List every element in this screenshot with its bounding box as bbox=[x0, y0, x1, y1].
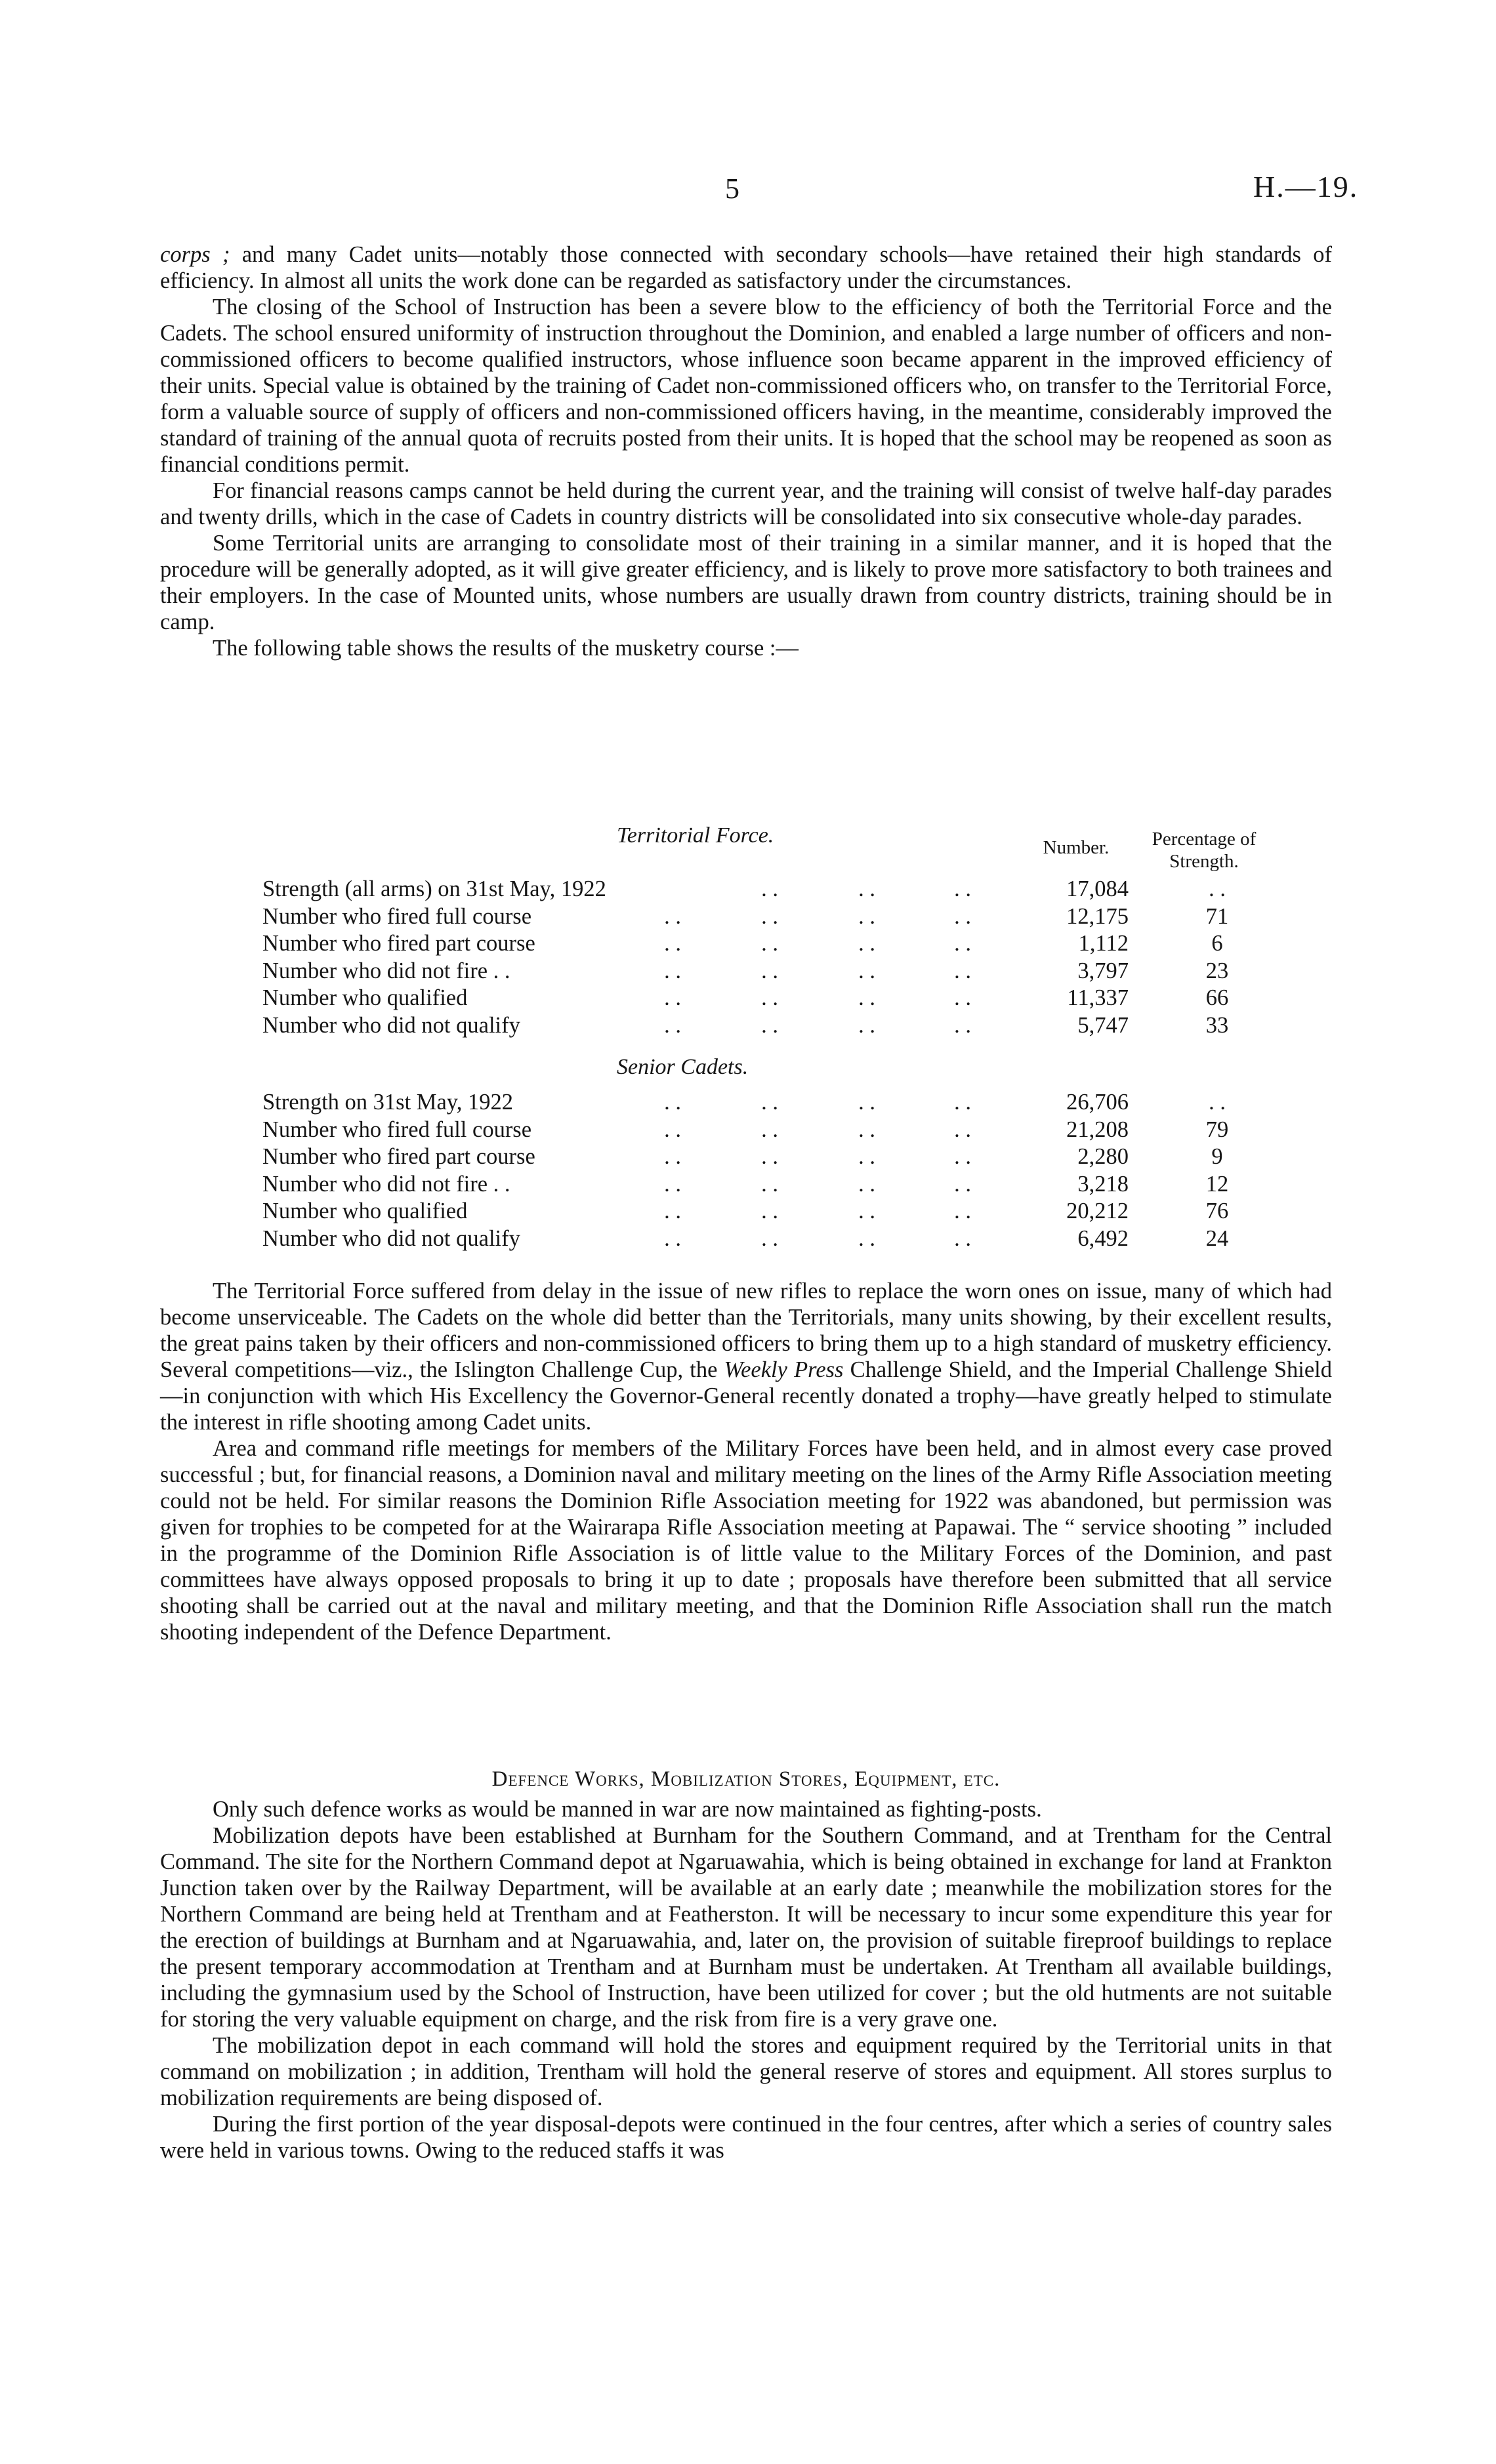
row-percentage: 79 bbox=[1205, 1117, 1229, 1142]
table-row: Number who did not fire . . . . . . . . . . 3,218 12 bbox=[262, 1171, 1312, 1198]
page-number: 5 bbox=[725, 173, 740, 205]
intro-paragraph-2: The closing of the School of Instruction has been a severe blow to the efficiency of both the Territorial Force and the Cadets. The school ensured uniformity of instruction throughout the Dominion, and enabled a large number of officers and non-commissioned officers to become qualified instructors, whose influence soon became apparent in the improved efficiency of their units. Special value is obtained by the training of Cadet non-commissioned officers who, on transfer to the Territorial Force, form a valuable source of supply of officers and non-commissioned officers having, in the meantime, considerably improved the standard of training of the annual quota of recruits posted from their units. It is hoped that the school may be reopened as soon as financial conditions permit. bbox=[160, 295, 1332, 477]
row-number: 2,280 bbox=[1077, 1144, 1129, 1169]
document-reference: H.—19. bbox=[1253, 170, 1359, 203]
table-row: Number who fired full course . . . . . . . . 21,208 79 bbox=[262, 1117, 1312, 1143]
row-label: Number who did not qualify bbox=[262, 1225, 520, 1251]
table-section-heading: Senior Cadets. bbox=[617, 1055, 749, 1079]
row-number: 1,112 bbox=[1078, 931, 1129, 956]
weekly-press-italic: Weekly Press bbox=[724, 1357, 844, 1382]
row-percentage: . . bbox=[1209, 876, 1226, 901]
row-percentage: 12 bbox=[1205, 1171, 1229, 1197]
row-number: 11,337 bbox=[1067, 985, 1129, 1010]
row-number: 3,218 bbox=[1077, 1171, 1129, 1197]
row-number: 17,084 bbox=[1066, 876, 1129, 901]
table-row: Number who did not qualify . . . . . . . . 6,492 24 bbox=[262, 1225, 1312, 1252]
intro-paragraph-5: The following table shows the results of the musketry course :— bbox=[213, 636, 799, 661]
table-row: Number who qualified . . . . . . . . 20,212 76 bbox=[262, 1198, 1312, 1225]
row-number: 12,175 bbox=[1066, 903, 1129, 929]
table-row: Strength (all arms) on 31st May, 1922 . . . . . . 17,084 . . bbox=[262, 876, 1312, 903]
row-percentage: 9 bbox=[1211, 1144, 1223, 1169]
row-percentage: 66 bbox=[1205, 985, 1229, 1010]
row-number: 3,797 bbox=[1077, 958, 1129, 983]
defence-paragraph-3: The mobilization depot in each command will hold the stores and equipment required by the Territorial units in that command on mobilization ; in addition, Trentham will hold the general reserve of stores and equipment. All stores surplus to mobilization requirements are being disposed of. bbox=[160, 2033, 1332, 2110]
intro-paragraph-3: For financial reasons camps cannot be held during the current year, and the training will consist of twelve half-day parades and twenty drills, which in the case of Cadets in country districts will be consolidated into six consecutive whole-day parades. bbox=[160, 478, 1332, 529]
row-percentage: 24 bbox=[1205, 1225, 1229, 1251]
column-header-percentage-line2: Strength. bbox=[1169, 851, 1239, 872]
defence-paragraph-1: Only such defence works as would be manned in war are now maintained as fighting-posts. bbox=[213, 1797, 1042, 1822]
table-row: Strength on 31st May, 1922 . . . . . . . . 26,706 . . bbox=[262, 1089, 1312, 1116]
row-percentage: 23 bbox=[1205, 958, 1229, 983]
table-row: Number who fired full course . . . . . . . . 12,175 71 bbox=[262, 903, 1312, 930]
row-label: Strength (all arms) on 31st May, 1922 bbox=[262, 876, 606, 901]
table-row: Number who fired part course . . . . . . . . 1,112 6 bbox=[262, 930, 1312, 957]
row-label: Number who qualified bbox=[262, 985, 468, 1010]
musketry-section bbox=[160, 1278, 1332, 1645]
table-section-heading: Territorial Force. bbox=[617, 823, 774, 848]
row-percentage: 76 bbox=[1205, 1199, 1229, 1223]
row-label: Number who did not qualify bbox=[262, 1012, 520, 1038]
table-row: Number who did not qualify . . . . . . . . 5,747 33 bbox=[262, 1012, 1312, 1039]
row-label: Number who did not fire . . bbox=[262, 1171, 510, 1197]
section-heading-defence-works: Defence Works, Mobilization Stores, Equipment, etc. bbox=[491, 1767, 1001, 1791]
row-label: Number who fired full course bbox=[262, 903, 532, 929]
row-number: 5,747 bbox=[1077, 1012, 1129, 1038]
row-label: Number who qualified bbox=[262, 1199, 468, 1223]
row-label: Strength on 31st May, 1922 bbox=[262, 1090, 514, 1115]
row-label: Number who fired part course bbox=[262, 1144, 535, 1169]
intro-paragraph-4: Some Territorial units are arranging to consolidate most of their training in a similar manner, and it is hoped that the procedure will be generally adopted, as it will give greater efficiency, and is likely to prove more satisfactory to both trainees and their employers. In the case of Mounted units, whose numbers are usually drawn from country districts, training should be in camp. bbox=[160, 531, 1332, 634]
defence-paragraph-2: Mobilization depots have been established at Burnham for the Southern Command, and at Trentham for the Central Command. The site for the Northern Command depot at Ngaruawahia, which is being obtained in exchange for land at Frankton Junction taken over by the Railway Department, will be available at an early date ; meanwhile the mobilization stores for the Northern Command are being held at Trentham and at Featherston. It will be necessary to incur some expenditure this year for the erection of buildings at Burnham and at Ngaruawahia, and, later on, the provision of suitable fireproof buildings to replace the present temporary accommodation at Trentham and at Burnham must be undertaken. At Trentham all available buildings, including the gymnasium used by the School of Instruction, have been utilized for cover ; but the old hutments are not suitable for storing the very valuable equipment on charge, and the risk from fire is a very grave one. bbox=[160, 1823, 1332, 2032]
row-percentage: 71 bbox=[1205, 903, 1229, 929]
musketry-paragraph-1 bbox=[160, 1278, 1332, 1435]
row-number: 6,492 bbox=[1077, 1225, 1129, 1251]
column-header-percentage bbox=[1129, 828, 1279, 873]
musketry-paragraph-2: Area and command rifle meetings for members of the Military Forces have been held, and in almost every case proved successful ; but, for financial reasons, a Dominion naval and military meeting on the lines of the Army Rifle Association meeting could not be held. For similar reasons the Dominion Rifle Association meeting for 1922 was abandoned, but permission was given for trophies to be competed for at the Wairarapa Rifle Association meeting at Papawai. The “ service shooting ” included in the programme of the Dominion Rifle Association is of little value to the Military Forces of the Dominion, and past committees have always opposed proposals to bring it up to date ; proposals have therefore been submitted that all service shooting shall be carried out at the naval and military meeting, and that the Dominion Rifle Association shall run the match shooting independent of the Defence Department. bbox=[160, 1436, 1332, 1645]
column-header-number: Number. bbox=[1043, 837, 1110, 858]
intro-paragraph-1 bbox=[160, 241, 1332, 294]
table-row: Number who did not fire . . . . . . . . . . 3,797 23 bbox=[262, 958, 1312, 985]
musketry-paragraph-1-text-a: The Territorial Force suffered from delay in the issue of new rifles to replace the worn ones on issue, many of which had become unserviceable. The Cadets on the whole did better than the Territorials, many units showing, by their excellent results, the great pains taken by their officers and non-commissioned officers to bring them up to a high standard of musketry efficiency. Several competitions—viz., the Islington Challenge Cup, the bbox=[160, 1279, 1332, 1382]
row-number: 21,208 bbox=[1066, 1117, 1129, 1142]
musketry-paragraph-1-text-b: Challenge Shield, and the Imperial Challenge Shield—in conjunction with which His Excellency the Governor-General recently donated a trophy—have greatly helped to stimulate the interest in rifle shooting among Cadet units. bbox=[160, 1357, 1332, 1435]
row-percentage: 6 bbox=[1211, 931, 1223, 956]
intro-paragraph-1-text: and many Cadet units—notably those connected with secondary schools—have retained their high standards of efficiency. In almost all units the work done can be regarded as satisfactory under the circumstances. bbox=[160, 242, 1332, 293]
intro-section bbox=[160, 241, 1332, 661]
row-percentage: . . bbox=[1209, 1090, 1226, 1115]
column-header-percentage-line1: Percentage of bbox=[1152, 829, 1257, 850]
defence-paragraph-4: During the first portion of the year disposal-depots were continued in the four centres, after which a series of country sales were held in various towns. Owing to the reduced staffs it was bbox=[160, 2112, 1332, 2163]
row-percentage: 33 bbox=[1205, 1012, 1229, 1038]
table-row: Number who fired part course . . . . . . . . 2,280 9 bbox=[262, 1143, 1312, 1170]
defence-section bbox=[160, 1766, 1332, 2164]
intro-lead-italic: corps ; bbox=[160, 242, 230, 267]
row-number: 26,706 bbox=[1066, 1090, 1129, 1115]
row-label: Number who did not fire . . bbox=[262, 958, 510, 983]
row-label: Number who fired part course bbox=[262, 931, 535, 956]
row-label: Number who fired full course bbox=[262, 1117, 532, 1142]
table-row: Number who qualified . . . . . . . . 11,337 66 bbox=[262, 985, 1312, 1012]
row-number: 20,212 bbox=[1066, 1199, 1129, 1223]
